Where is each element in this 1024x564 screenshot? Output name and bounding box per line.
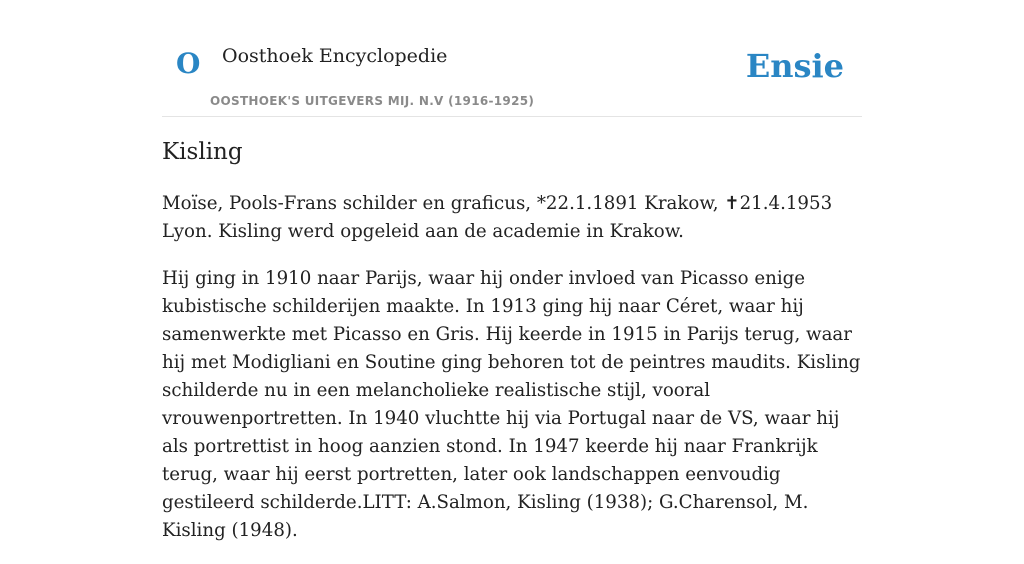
article (162, 138, 868, 564)
encyclopedia-name[interactable]: Oosthoek Encyclopedie (222, 45, 448, 67)
article-paragraph: Hij ging in 1910 naar Parijs, waar hij onder invloed van Picasso enige kubistische schilderijen maakte. In 1913 ging hij naar Céret, waar hij samenwerkte met Picasso en Gris. Hij keerde in 1915 in Parijs terug, waar hij met Modigliani en Soutine ging behoren tot de peintres maudits. Kisling schilderde nu in een melancholieke realistische stijl, vooral vrouwenportretten. In 1940 vluchtte hij via Portugal naar de VS, waar hij als portrettist in hoog aanzien stond. In 1947 keerde hij naar Frankrijk terug, waar hij eerst portretten, later ook landschappen eenvoudig gestileerd schilderde.LITT: A.Salmon, Kisling (1938); G.Charensol, M. Kisling (1948). (162, 267, 861, 541)
article-title: Kisling (162, 139, 243, 165)
article-paragraph: Moïse, Pools-Frans schilder en graficus, *22.1.1891 Krakow, ✝21.4.1953 Lyon. Kisling werd opgeleid aan de academie in Krakow. (162, 192, 833, 242)
oosthoek-logo-icon[interactable]: O (176, 47, 201, 80)
ensie-home-link[interactable]: Ensie (745, 47, 844, 85)
encyclopedia-header (162, 0, 862, 117)
publisher-label: OOSTHOEK'S UITGEVERS MIJ. N.V (1916-1925) (210, 94, 535, 108)
